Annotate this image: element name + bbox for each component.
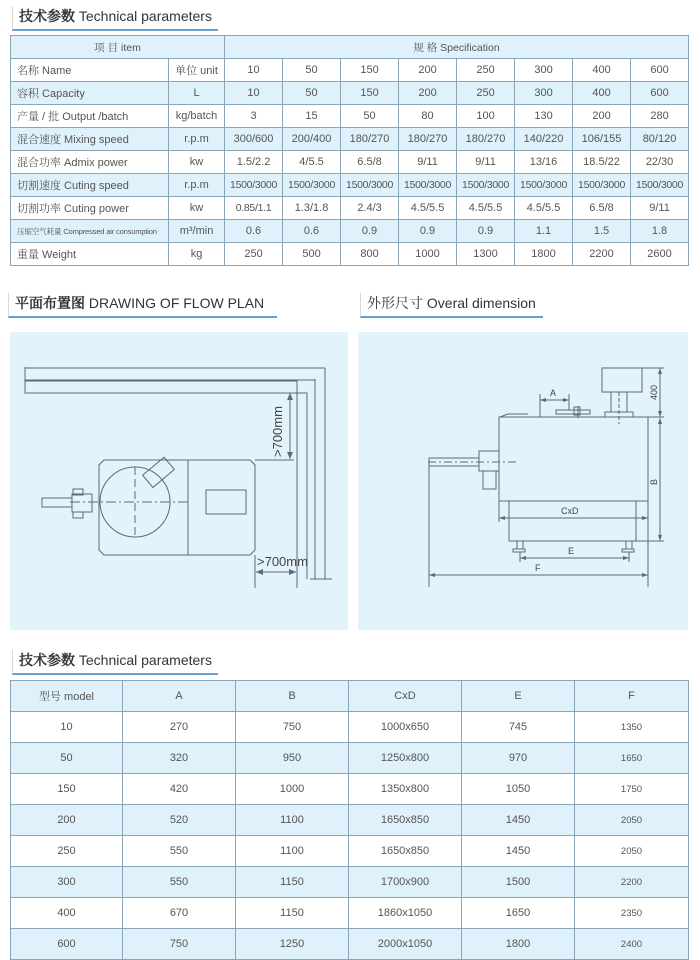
table-cell: 1350x800: [349, 774, 462, 805]
row-unit: 单位 unit: [169, 59, 225, 82]
row-value: 0.9: [457, 220, 515, 243]
table-cell: 1250: [236, 929, 349, 960]
row-value: 6.5/8: [573, 197, 631, 220]
table-row: [11, 867, 689, 898]
table-cell: 2050: [575, 836, 689, 867]
row-value: 2200: [573, 243, 631, 266]
column-header: B: [236, 681, 349, 712]
row-label: 混合速度 Mixing speed: [11, 128, 169, 151]
section-title-flow-plan: [8, 293, 277, 318]
row-value: 15: [283, 105, 341, 128]
section-title-en: Technical parameters: [78, 652, 212, 668]
row-unit: r.p.m: [169, 174, 225, 197]
table-row: [11, 743, 689, 774]
dim-label-f: F: [535, 563, 541, 573]
row-value: 1800: [515, 243, 573, 266]
row-value: 9/11: [399, 151, 457, 174]
row-value: 800: [341, 243, 399, 266]
table-cell: 270: [123, 712, 236, 743]
column-header: A: [123, 681, 236, 712]
table-cell: 320: [123, 743, 236, 774]
row-unit: m³/min: [169, 220, 225, 243]
table-cell: 670: [123, 898, 236, 929]
section-title-en: Technical parameters: [78, 8, 212, 24]
spec-row: [11, 128, 689, 151]
row-label: 容积 Capacity: [11, 82, 169, 105]
row-value: 4.5/5.5: [457, 197, 515, 220]
row-value: 3: [225, 105, 283, 128]
spec-row: [11, 105, 689, 128]
row-label: 混合功率 Admix power: [11, 151, 169, 174]
row-value: 4.5/5.5: [399, 197, 457, 220]
table-cell: 1100: [236, 805, 349, 836]
table-cell: 550: [123, 867, 236, 898]
table-cell: 1750: [575, 774, 689, 805]
table-cell: 250: [11, 836, 123, 867]
row-value: 140/220: [515, 128, 573, 151]
row-unit: kg: [169, 243, 225, 266]
table-cell: 300: [11, 867, 123, 898]
table-cell: 1650x850: [349, 805, 462, 836]
row-unit: kw: [169, 197, 225, 220]
table-cell: 1800: [462, 929, 575, 960]
row-value: 0.6: [225, 220, 283, 243]
table-cell: 2350: [575, 898, 689, 929]
table-cell: 420: [123, 774, 236, 805]
table-row: [11, 836, 689, 867]
table-cell: 2050: [575, 805, 689, 836]
table-cell: 1150: [236, 867, 349, 898]
row-value: 18.5/22: [573, 151, 631, 174]
dimension-drawing: [358, 332, 688, 630]
row-unit: L: [169, 82, 225, 105]
row-value: 2.4/3: [341, 197, 399, 220]
row-value: 1500/3000: [399, 174, 457, 197]
dim-label-e: E: [568, 546, 575, 556]
spec-row: [11, 174, 689, 197]
table-cell: 600: [11, 929, 123, 960]
row-value: 500: [283, 243, 341, 266]
table-cell: 400: [11, 898, 123, 929]
table-cell: 1650: [575, 743, 689, 774]
chopper: [143, 457, 175, 487]
spec-row: [11, 151, 689, 174]
row-value: 1500/3000: [283, 174, 341, 197]
dim-label-b: B: [649, 478, 659, 485]
row-label: 压缩空气耗量 Compressed air consumption: [11, 220, 169, 243]
row-value: 600: [631, 59, 689, 82]
section-title-technical-parameters-2: [12, 650, 218, 675]
row-value: 2600: [631, 243, 689, 266]
table-cell: 10: [11, 712, 123, 743]
row-value: 1500/3000: [225, 174, 283, 197]
row-value: 1500/3000: [573, 174, 631, 197]
machine-body: [99, 460, 255, 555]
table-cell: 50: [11, 743, 123, 774]
dimension-table-header: [11, 681, 689, 712]
control-panel: [206, 490, 246, 514]
row-value: 150: [341, 82, 399, 105]
row-value: 22/30: [631, 151, 689, 174]
dim-label-400: 400: [649, 384, 659, 400]
row-label: 名称 Name: [11, 59, 169, 82]
row-value: 200: [399, 59, 457, 82]
dimension-table: [10, 680, 689, 960]
row-unit: r.p.m: [169, 128, 225, 151]
row-value: 9/11: [631, 197, 689, 220]
row-value: 80: [399, 105, 457, 128]
table-cell: 2200: [575, 867, 689, 898]
row-value: 0.85/1.1: [225, 197, 283, 220]
table-row: [11, 929, 689, 960]
table-cell: 950: [236, 743, 349, 774]
table-cell: 2000x1050: [349, 929, 462, 960]
table-cell: 1150: [236, 898, 349, 929]
table-cell: 970: [462, 743, 575, 774]
row-value: 200: [573, 105, 631, 128]
row-value: 0.6: [283, 220, 341, 243]
row-value: 1.5: [573, 220, 631, 243]
row-value: 1500/3000: [341, 174, 399, 197]
row-value: 1.3/1.8: [283, 197, 341, 220]
row-value: 150: [341, 59, 399, 82]
dimension-panel: [358, 332, 688, 630]
column-header: CxD: [349, 681, 462, 712]
row-value: 9/11: [457, 151, 515, 174]
motor: [602, 368, 642, 392]
row-value: 0.9: [341, 220, 399, 243]
table-cell: 1050: [462, 774, 575, 805]
table-row: [11, 898, 689, 929]
table-cell: 1650x850: [349, 836, 462, 867]
row-value: 280: [631, 105, 689, 128]
spec-row: [11, 243, 689, 266]
row-value: 1500/3000: [457, 174, 515, 197]
table-cell: 150: [11, 774, 123, 805]
row-value: 1300: [457, 243, 515, 266]
section-title-cn: 技术参数: [19, 8, 75, 24]
machine-body: [499, 417, 648, 501]
clearance-top-label: >700mm: [270, 406, 285, 457]
table-row: [11, 774, 689, 805]
row-value: 180/270: [457, 128, 515, 151]
section-title-en: Overal dimension: [426, 295, 536, 311]
table-cell: 520: [123, 805, 236, 836]
item-header: 项 目 item: [11, 36, 225, 59]
row-value: 250: [457, 59, 515, 82]
table-cell: 200: [11, 805, 123, 836]
section-title-cn: 技术参数: [19, 652, 75, 668]
spec-row: [11, 220, 689, 243]
table-row: [11, 805, 689, 836]
spec-row: [11, 197, 689, 220]
row-value: 106/155: [573, 128, 631, 151]
row-value: 200/400: [283, 128, 341, 151]
row-label: 产量 / 批 Output /batch: [11, 105, 169, 128]
table-cell: 550: [123, 836, 236, 867]
dim-label-a: A: [550, 388, 557, 398]
table-cell: 1250x800: [349, 743, 462, 774]
spec-row: [11, 59, 689, 82]
row-value: 1500/3000: [631, 174, 689, 197]
row-value: 1.1: [515, 220, 573, 243]
row-value: 1500/3000: [515, 174, 573, 197]
table-cell: 1350: [575, 712, 689, 743]
row-unit: kw: [169, 151, 225, 174]
row-value: 300/600: [225, 128, 283, 151]
table-cell: 1650: [462, 898, 575, 929]
column-header: E: [462, 681, 575, 712]
table-cell: 750: [236, 712, 349, 743]
table-cell: 1450: [462, 836, 575, 867]
row-value: 10: [225, 82, 283, 105]
table-cell: 750: [123, 929, 236, 960]
row-value: 180/270: [399, 128, 457, 151]
row-value: 0.9: [399, 220, 457, 243]
table-row: [11, 712, 689, 743]
row-label: 重量 Weight: [11, 243, 169, 266]
section-title-technical-parameters: [12, 6, 218, 31]
row-label: 切割速度 Cuting speed: [11, 174, 169, 197]
row-value: 600: [631, 82, 689, 105]
row-value: 400: [573, 82, 631, 105]
spec-table-header: [11, 36, 689, 59]
row-value: 50: [283, 82, 341, 105]
section-title-cn: 外形尺寸: [367, 295, 423, 311]
row-value: 250: [225, 243, 283, 266]
column-header: F: [575, 681, 689, 712]
spec-table: [10, 35, 689, 266]
row-value: 300: [515, 82, 573, 105]
row-value: 4.5/5.5: [515, 197, 573, 220]
section-title-overal-dimension: [360, 293, 543, 318]
column-header: 型号 model: [11, 681, 123, 712]
clearance-right-label: >700mm: [257, 554, 308, 569]
row-value: 1.5/2.2: [225, 151, 283, 174]
table-cell: 1500: [462, 867, 575, 898]
row-value: 400: [573, 59, 631, 82]
row-value: 13/16: [515, 151, 573, 174]
table-cell: 1000x650: [349, 712, 462, 743]
table-cell: 1000: [236, 774, 349, 805]
wall-outer: [25, 367, 307, 579]
table-cell: 1450: [462, 805, 575, 836]
row-value: 1.8: [631, 220, 689, 243]
row-value: 6.5/8: [341, 151, 399, 174]
row-value: 250: [457, 82, 515, 105]
spec-header: 规 格 Specification: [225, 36, 689, 59]
table-cell: 745: [462, 712, 575, 743]
row-value: 50: [341, 105, 399, 128]
row-value: 4/5.5: [283, 151, 341, 174]
section-title-cn: 平面布置图: [15, 295, 85, 311]
row-label: 切割功率 Cuting power: [11, 197, 169, 220]
table-cell: 1700x900: [349, 867, 462, 898]
table-cell: 2400: [575, 929, 689, 960]
spec-row: [11, 82, 689, 105]
row-value: 50: [283, 59, 341, 82]
row-value: 130: [515, 105, 573, 128]
row-value: 10: [225, 59, 283, 82]
section-title-en: DRAWING OF FLOW PLAN: [88, 295, 265, 311]
row-value: 100: [457, 105, 515, 128]
row-value: 80/120: [631, 128, 689, 151]
flow-plan-drawing: [10, 332, 348, 630]
dim-label-cxd: CxD: [561, 506, 579, 516]
flow-plan-panel: [10, 332, 348, 630]
row-value: 1000: [399, 243, 457, 266]
row-value: 200: [399, 82, 457, 105]
row-value: 300: [515, 59, 573, 82]
row-value: 180/270: [341, 128, 399, 151]
row-unit: kg/batch: [169, 105, 225, 128]
table-cell: 1860x1050: [349, 898, 462, 929]
table-cell: 1100: [236, 836, 349, 867]
